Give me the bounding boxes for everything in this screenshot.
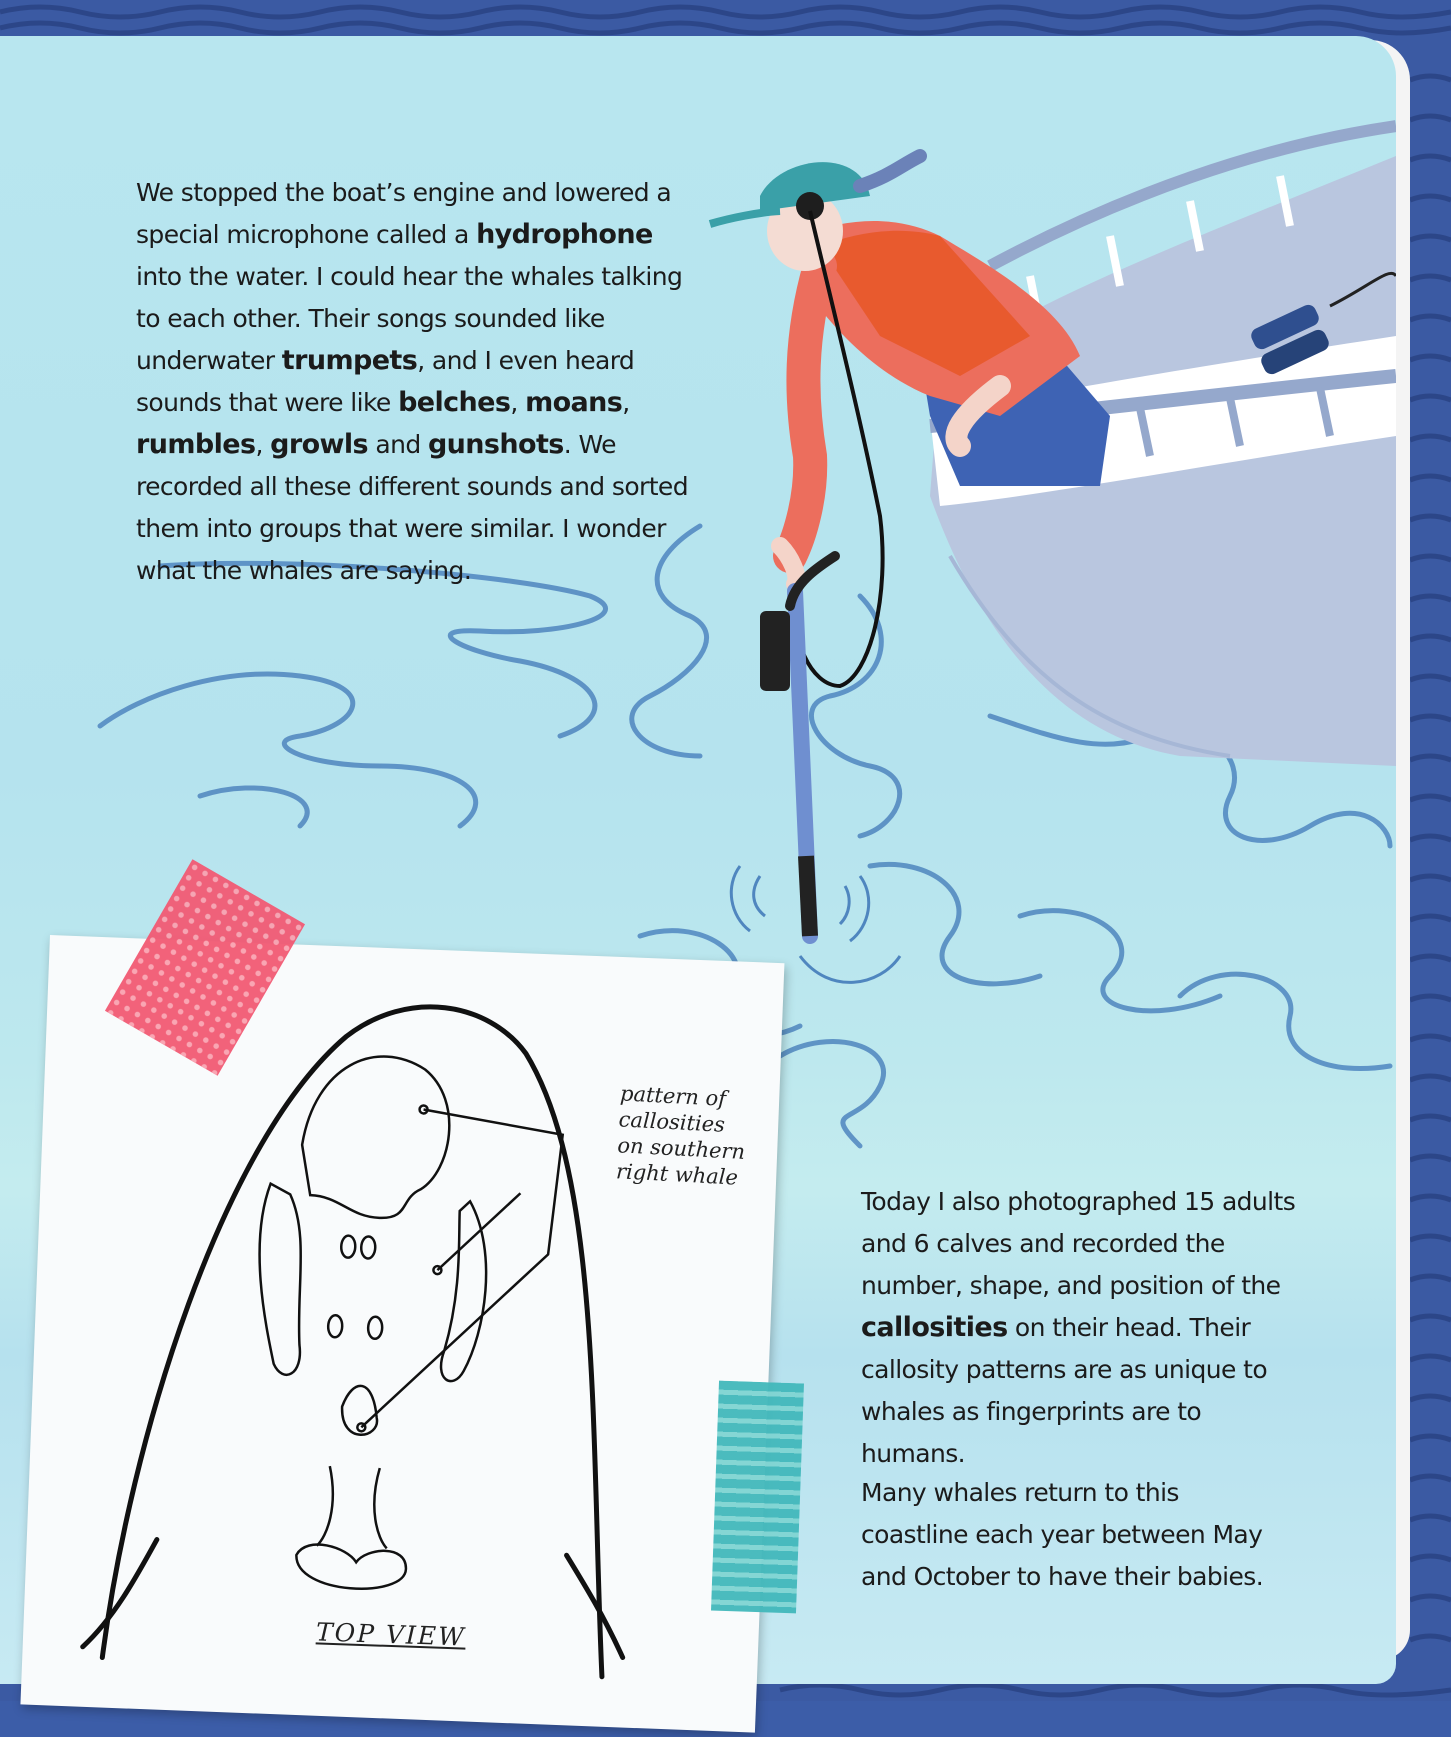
caption-line-3: on southern: [616, 1133, 746, 1164]
caption-line-4: right whale: [615, 1159, 739, 1190]
p1-text-7: and: [368, 430, 428, 459]
p1-text-6: ,: [255, 430, 271, 459]
p3-text: Many whales return to this coastline each year between May and October to have their babies.: [861, 1478, 1264, 1591]
keyword-growls: growls: [270, 429, 369, 460]
keyword-gunshots: gunshots: [427, 429, 564, 460]
teal-tape: [711, 1381, 804, 1614]
paragraph-coastline: [861, 1472, 1291, 1598]
caption-line-1: pattern of: [619, 1081, 727, 1111]
top-view-label: TOP VIEW: [315, 1617, 467, 1652]
sketch-note: [20, 935, 784, 1733]
p1-text-2: into the water. I could hear the whales talking to each other. Their songs sounded like underwater: [136, 262, 683, 375]
paragraph-callosities: [861, 1181, 1301, 1475]
keyword-belches: belches: [398, 387, 511, 418]
paragraph-hydrophone: [136, 172, 696, 592]
keyword-callosities: callosities: [861, 1312, 1008, 1343]
p1-text-5: ,: [622, 388, 630, 417]
p1-text-3: , and I even heard sounds that were like: [136, 346, 635, 417]
keyword-hydrophone: hydrophone: [476, 219, 653, 250]
p1-text-8: . We recorded all these different sounds and sorted them into groups that were similar. I wonder what the whales are saying.: [136, 430, 688, 585]
p1-text-1: We stopped the boat’s engine and lowered a special microphone called a: [136, 178, 672, 249]
keyword-moans: moans: [525, 387, 623, 418]
p2-text-2: on their head. Their callosity patterns are as unique to whales as fingerprints are to humans.: [861, 1313, 1268, 1468]
p2-text-1: Today I also photographed 15 adults and 6 calves and recorded the number, shape, and position of the: [861, 1187, 1296, 1300]
keyword-rumbles: rumbles: [136, 429, 256, 460]
whale-head-sketch: [20, 935, 784, 1733]
keyword-trumpets: trumpets: [281, 345, 418, 376]
p1-text-4: ,: [510, 388, 526, 417]
caption-line-2: callosities: [618, 1107, 726, 1137]
sketch-caption: [615, 1080, 800, 1193]
